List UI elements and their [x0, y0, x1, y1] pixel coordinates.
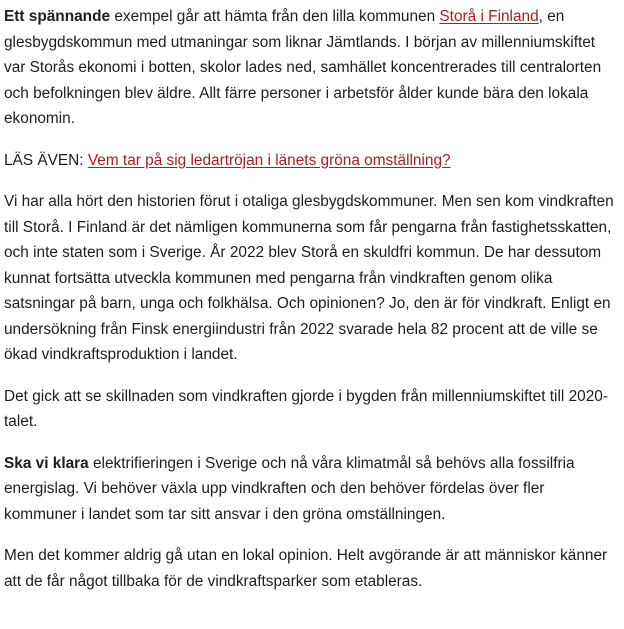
- paragraph-2: Vi har alla hört den historien förut i otaliga glesbygdskommuner. Men sen kom vindkraften till Storå. I Finland är det nämligen kommunerna som får pengarna från fastighetsskatten, och inte staten som i Sverige. År 2022 blev Storå en skuldfri kommun. De har dessutom kunnat fortsätta utveckla kommunen med pengarna från vindkraften genom olika satsningar på barn, unga och folkhälsa. Och opinionen? Jo, den är för vindkraft. Enligt en undersökning från Finsk energiindustri från 2022 svarade hela 82 procent att de ville se ökad vindkraftsproduktion i landet.: [4, 193, 614, 363]
- paragraph-1: [4, 4, 616, 132]
- paragraph-5: Men det kommer aldrig gå utan en lokal opinion. Helt avgörande är att människor känner att de får något tillbaka för de vindkraftsparker som etableras.: [4, 547, 608, 590]
- paragraph-text: , en glesbygdskommun med utmaningar som liknar Jämtlands. I början av millenniumskiftet var Storås ekonomi i botten, skolor lades ned, samhället koncentrerades till centralorten och befolkningen blev äldre. Allt färre personer i arbetsför ålder kunde bära den lokala ekonomin.: [4, 8, 602, 127]
- paragraph-text: exempel går att hämta från den lilla kommunen: [110, 8, 440, 25]
- paragraph-4: [4, 451, 616, 528]
- paragraph-text: elektrifieringen i Sverige och nå våra klimatmål så behövs alla fossilfria energislag. Vi behöver växla upp vindkraften och den behöver fördelas över fler kommuner i landet som tar sitt ansvar i den gröna omställningen.: [4, 454, 575, 523]
- read-also: [4, 148, 616, 174]
- paragraph-lead: Ett spännande: [4, 8, 111, 25]
- paragraph-lead: Ska vi klara: [4, 454, 89, 472]
- stora-finland-link[interactable]: Storå i Finland: [439, 8, 539, 25]
- read-also-label: LÄS ÄVEN:: [4, 151, 88, 169]
- read-also-link[interactable]: Vem tar på sig ledartröjan i länets gröna omställning?: [87, 151, 451, 169]
- paragraph-3: Det gick att se skillnaden som vindkraften gjorde i bygden från millenniumskiftet till 2020-talet.: [4, 387, 608, 430]
